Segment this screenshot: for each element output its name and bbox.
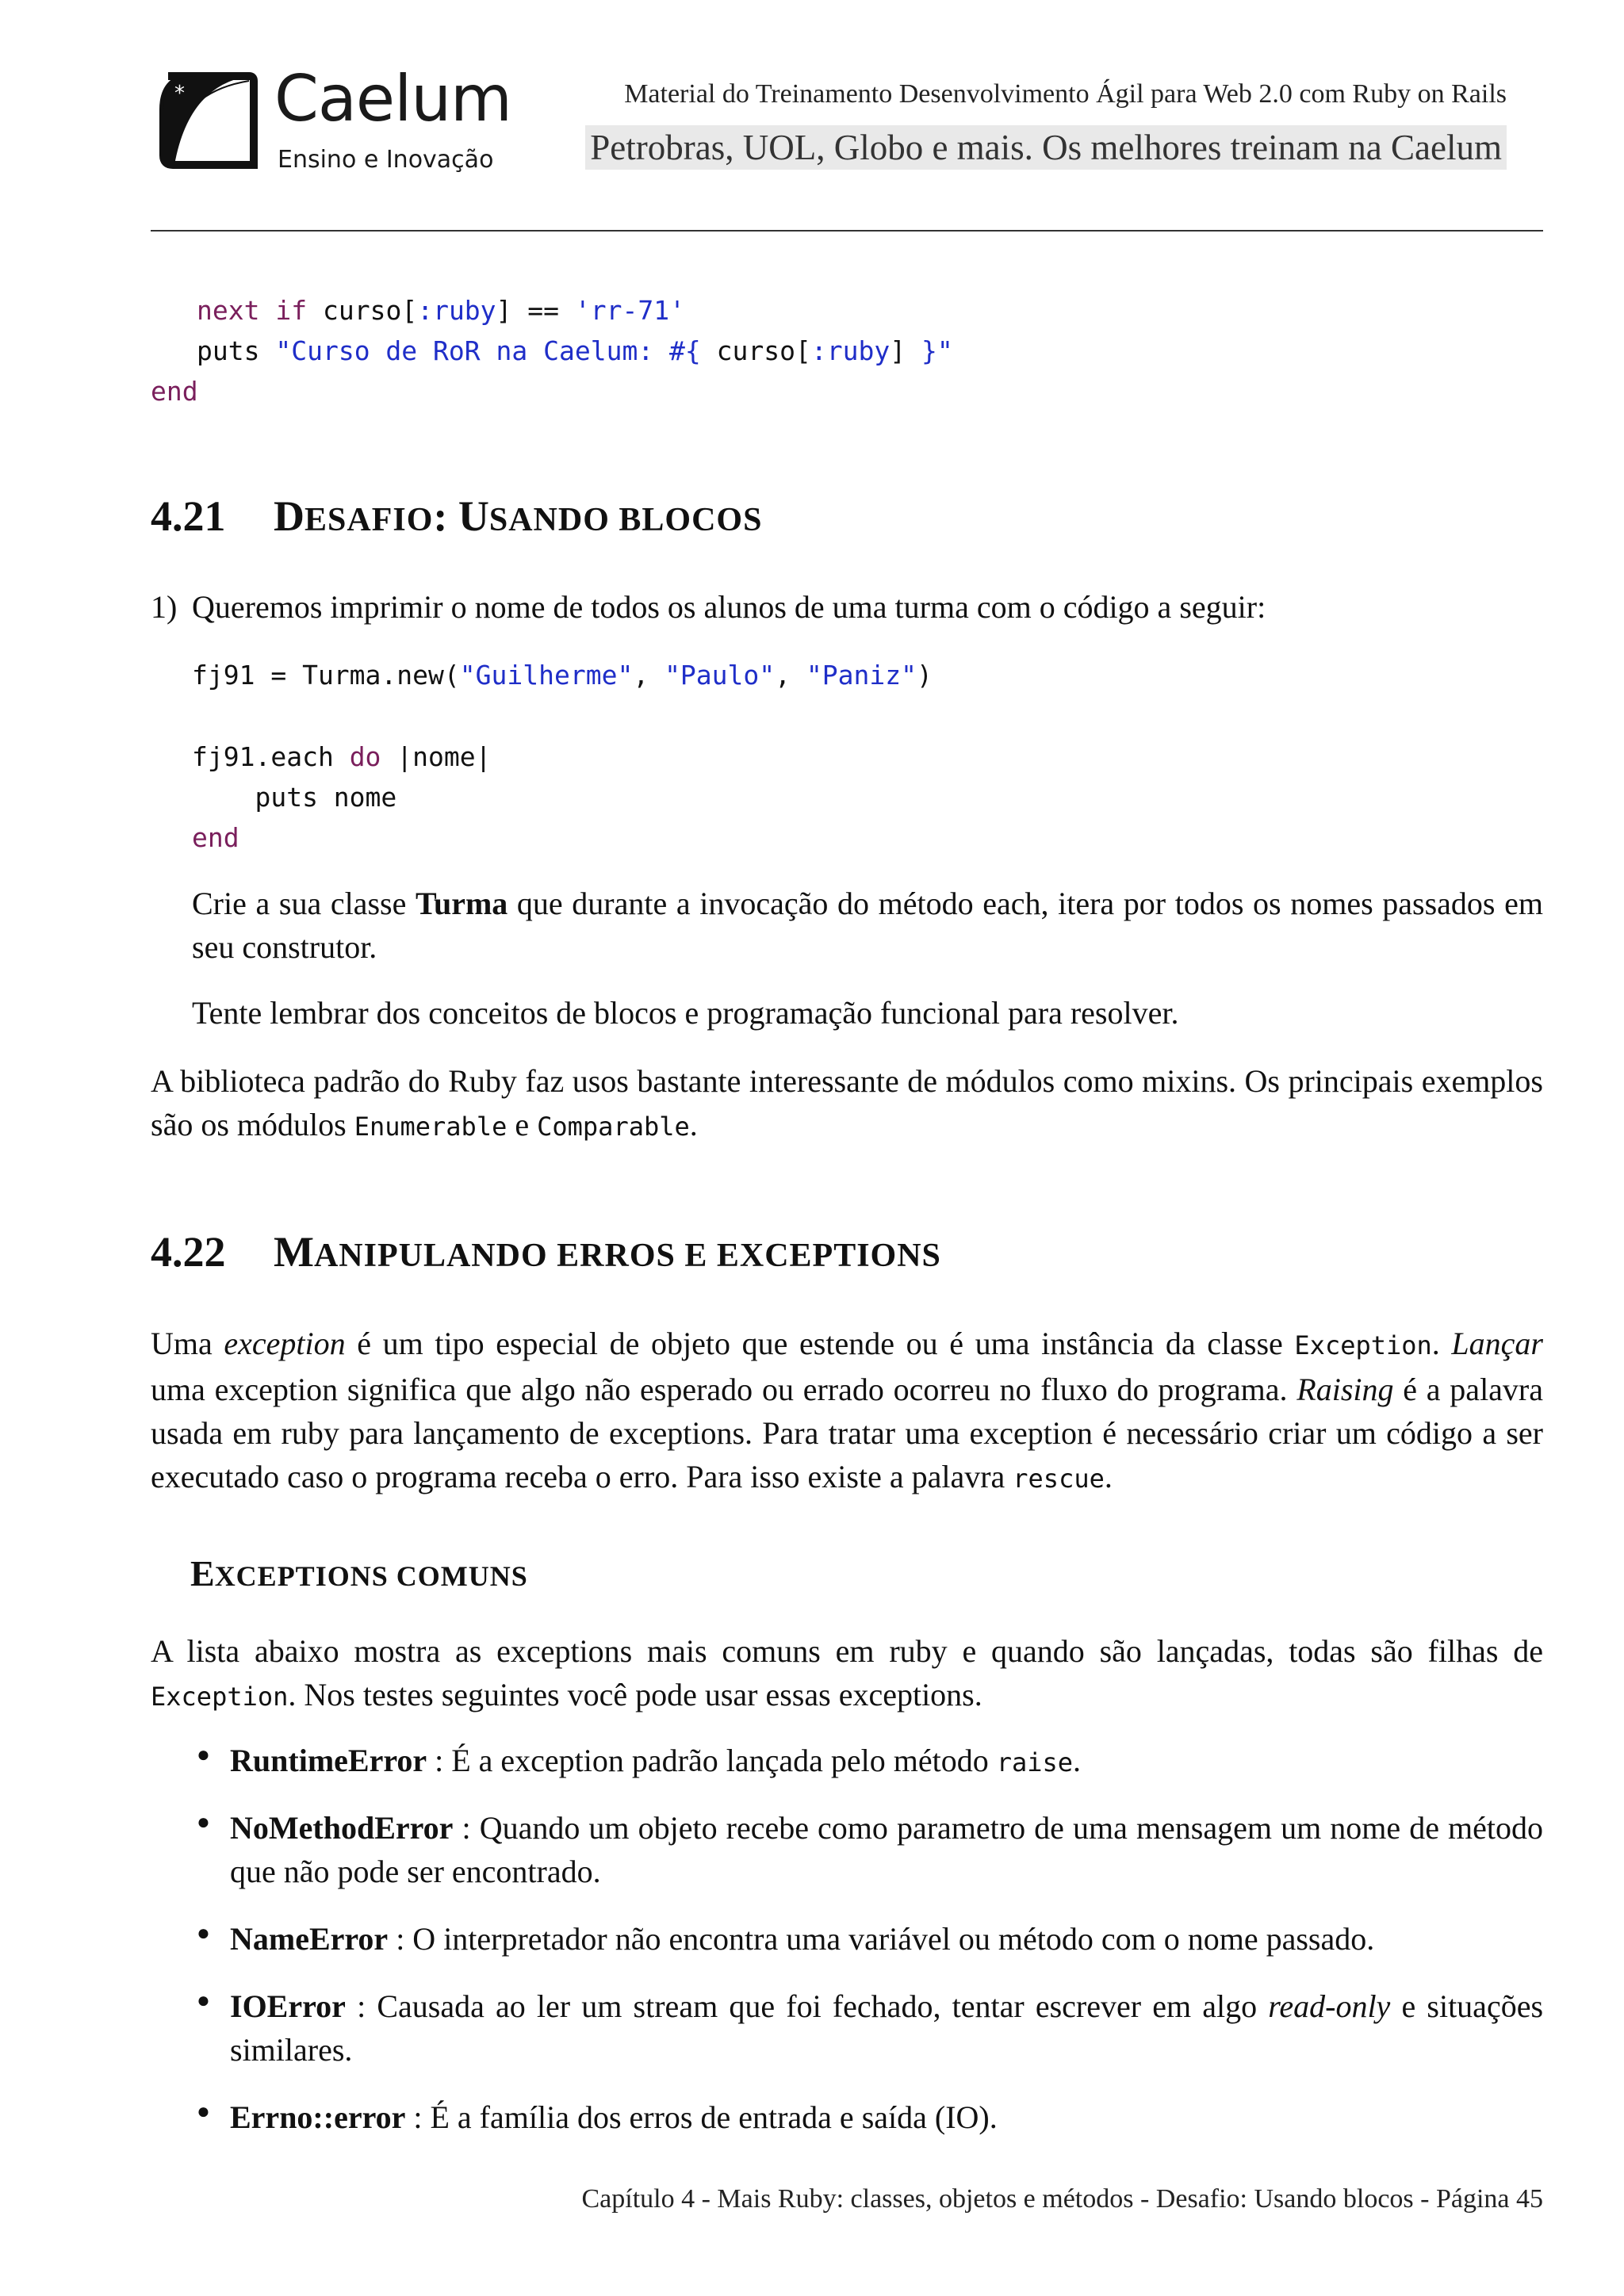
heading-text: E (190, 1553, 215, 1594)
code-line (192, 660, 933, 691)
code-string: "Paulo" (665, 660, 776, 691)
caelum-logo (157, 62, 569, 178)
italic-text: Raising (1297, 1372, 1394, 1407)
heading-text: XCEPTIONS COMUNS (214, 1560, 528, 1592)
header-divider (151, 230, 1543, 232)
text: A lista abaixo mostra as exceptions mais comuns em ruby e quando são lançadas, todas são filhas de (151, 1633, 1543, 1669)
inline-code: Comparable (537, 1112, 690, 1142)
bullet-icon: ● (197, 1743, 210, 1767)
section-heading-4-21 (151, 492, 762, 541)
code-string: 'rr-71' (574, 295, 685, 326)
code-keyword: if (275, 295, 308, 326)
code-text: ) (916, 660, 933, 691)
logo-name: Caelum (274, 62, 511, 136)
list-item (230, 1917, 1543, 1961)
heading-text: SANDO BLOCOS (488, 502, 763, 538)
svg-text:*: * (174, 82, 185, 105)
text: : É a família dos erros de entrada e saída (IO). (405, 2099, 998, 2135)
code-text: ] (890, 335, 921, 366)
section-heading-4-22 (151, 1227, 941, 1276)
code-keyword: end (151, 376, 198, 407)
caelum-logo-icon (157, 70, 259, 171)
page-header (151, 57, 1546, 184)
heading-text: ESAFIO (304, 502, 434, 538)
code-line: puts nome (192, 782, 397, 813)
italic-text: Lançar (1451, 1326, 1543, 1361)
code-line (192, 822, 239, 853)
class-name: Turma (415, 886, 508, 921)
inline-code: Enumerable (354, 1112, 508, 1142)
exception-name: NoMethodError (230, 1810, 454, 1846)
heading-text: U (458, 492, 489, 540)
text: . Nos testes seguintes você pode usar essas exceptions. (288, 1677, 982, 1712)
code-keyword: next (197, 295, 260, 326)
exercise-hint: Tente lembrar dos conceitos de blocos e programação funcional para resolver. (192, 995, 1179, 1031)
text: uma exception significa que algo não esperado ou errado ocorreu no fluxo do programa. (151, 1372, 1297, 1407)
exception-name: NameError (230, 1921, 389, 1957)
exception-name: Errno::error (230, 2099, 406, 2135)
text: . (1104, 1459, 1113, 1494)
code-string: "Curso de RoR na Caelum: #{ (275, 335, 701, 366)
heading-text: ANIPULANDO ERROS E EXCEPTIONS (313, 1238, 941, 1274)
code-text: ] == (496, 295, 560, 326)
code-keyword: end (192, 822, 239, 853)
code-keyword: do (349, 741, 381, 772)
code-symbol: :ruby (810, 335, 891, 366)
subsection-heading (190, 1552, 528, 1594)
section-number: 4.22 (151, 1228, 226, 1276)
italic-text: read-only (1268, 1988, 1391, 2024)
text: . (1431, 1326, 1452, 1361)
list-item (230, 1806, 1543, 1893)
code-line (197, 335, 953, 366)
code-text: , (633, 660, 665, 691)
text: . (689, 1107, 698, 1142)
inline-code: raise (996, 1747, 1074, 1777)
code-text: curso[ (700, 335, 811, 366)
text: é a palavra usada em ruby para lançamento de exceptions. Para tratar uma exception é necessário criar um código a ser executado caso o programa receba o erro. Para isso existe a palavra (151, 1372, 1544, 1494)
header-slogan: Petrobras, UOL, Globo e mais. Os melhores treinam na Caelum (585, 125, 1507, 170)
text: A biblioteca padrão do Ruby faz usos bastante interessante de módulos como mixins. Os principais exemplos são os módulos (151, 1063, 1543, 1142)
bullet-icon: ● (197, 1810, 210, 1835)
header-subtitle: Material do Treinamento Desenvolvimento Ágil para Web 2.0 com Ruby on Rails (624, 79, 1507, 109)
text: e situações similares. (230, 1988, 1544, 2068)
bullet-icon: ● (197, 1921, 210, 1946)
italic-text: exception (224, 1326, 346, 1361)
inline-code: Exception (151, 1682, 289, 1712)
code-string: "Paniz" (806, 660, 917, 691)
heading-text: M (274, 1228, 314, 1276)
exercise-paragraph (192, 882, 1543, 969)
code-line (192, 741, 492, 772)
bullet-icon: ● (197, 2099, 210, 2124)
text: . (1073, 1743, 1082, 1778)
code-text: puts (197, 335, 260, 366)
inline-code: Exception (1294, 1330, 1432, 1360)
code-text: fj91.each (192, 741, 350, 772)
list-item (230, 1984, 1543, 2072)
text: : O interpretador não encontra uma variável ou método com o nome passado. (388, 1921, 1375, 1957)
text: : Quando um objeto recebe como parametro de uma mensagem um nome de método que não pode ser encontrado. (230, 1810, 1543, 1889)
code-text: , (775, 660, 806, 691)
text: Crie a sua classe (192, 886, 416, 921)
list-item (230, 1739, 1543, 1785)
exercise-text: Queremos imprimir o nome de todos os alunos de uma turma com o código a seguir: (192, 589, 1266, 625)
list-item-marker: 1) (151, 589, 178, 625)
logo-tagline: Ensino e Inovação (278, 146, 494, 174)
exception-name: RuntimeError (230, 1743, 427, 1778)
list-item (230, 2095, 1543, 2139)
text: que durante a invocação do método each, itera por todos os nomes passados em seu construtor. (192, 886, 1543, 965)
code-string: "Guilherme" (459, 660, 634, 691)
paragraph-mixins (151, 1059, 1543, 1149)
page-footer: Capítulo 4 - Mais Ruby: classes, objetos e métodos - Desafio: Usando blocos - Página 45 (581, 2184, 1543, 2214)
code-text: fj91 = Turma.new( (192, 660, 460, 691)
text: Uma (151, 1326, 224, 1361)
heading-text: : (433, 492, 458, 540)
text: é um tipo especial de objeto que estende ou é uma instância da classe (345, 1326, 1295, 1361)
text: : Causada ao ler um stream que foi fechado, tentar escrever em algo (345, 1988, 1269, 2024)
code-symbol: :ruby (417, 295, 496, 326)
paragraph-exceptions (151, 1322, 1543, 1501)
text: : É a exception padrão lançada pelo método (427, 1743, 997, 1778)
paragraph-exceptions-intro (151, 1629, 1543, 1719)
inline-code: rescue (1013, 1464, 1105, 1494)
heading-text: D (274, 492, 304, 540)
code-text: |nome| (381, 741, 492, 772)
section-number: 4.21 (151, 492, 226, 540)
exception-name: IOError (230, 1988, 346, 2024)
code-string: }" (921, 335, 953, 366)
code-text: curso[ (322, 295, 418, 326)
code-line (151, 376, 198, 407)
code-line (197, 295, 685, 326)
text: e (507, 1107, 538, 1142)
bullet-icon: ● (197, 1988, 210, 2013)
